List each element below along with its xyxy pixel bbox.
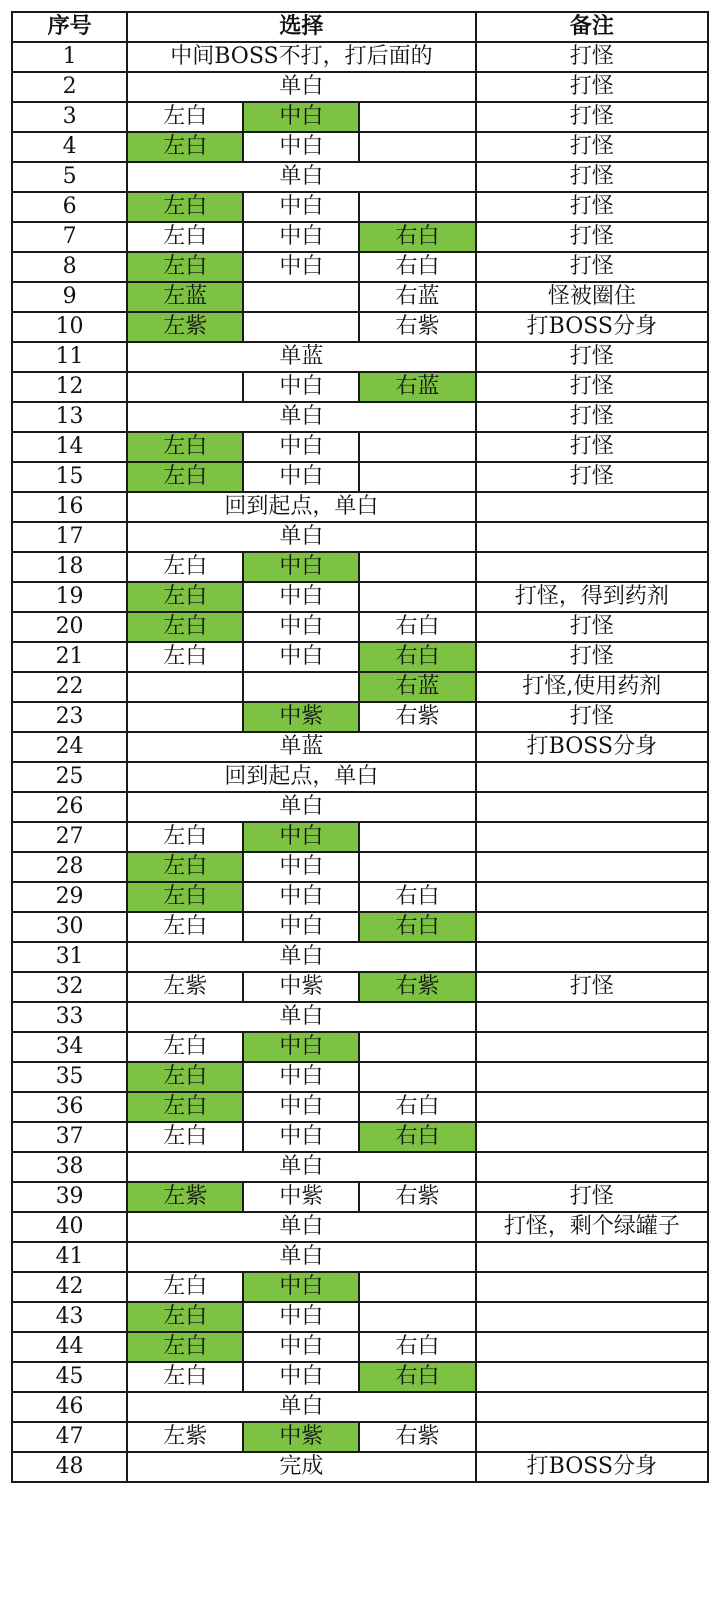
table-body — [12, 42, 708, 1482]
choice-left: 左白 — [127, 222, 243, 252]
row-note: 打怪 — [476, 402, 708, 432]
table-row — [12, 1092, 708, 1122]
table-row — [12, 222, 708, 252]
choice-middle: 中白 — [243, 852, 359, 882]
choice-right — [359, 192, 475, 222]
choice-left: 左白 — [127, 552, 243, 582]
choice-middle — [243, 672, 359, 702]
choice-middle: 中白 — [243, 1062, 359, 1092]
row-note — [476, 1332, 708, 1362]
choice-middle: 中白 — [243, 822, 359, 852]
choice-left: 左蓝 — [127, 282, 243, 312]
choice-right: 右紫 — [359, 1422, 475, 1452]
row-note: 打怪 — [476, 252, 708, 282]
row-note: 打怪，剩个绿罐子 — [476, 1212, 708, 1242]
table-row — [12, 1032, 708, 1062]
table-row — [12, 1242, 708, 1272]
table-row — [12, 1452, 708, 1482]
row-number: 6 — [12, 192, 127, 222]
choice-merged: 单蓝 — [127, 342, 476, 372]
row-number: 36 — [12, 1092, 127, 1122]
row-note — [476, 1392, 708, 1422]
row-note: 打怪 — [476, 372, 708, 402]
choice-merged: 中间BOSS不打，打后面的 — [127, 42, 476, 72]
row-note: 打怪 — [476, 432, 708, 462]
table-row — [12, 642, 708, 672]
table-row — [12, 1212, 708, 1242]
row-number: 34 — [12, 1032, 127, 1062]
row-note — [476, 822, 708, 852]
choice-right: 右白 — [359, 252, 475, 282]
row-note: 打怪 — [476, 72, 708, 102]
choice-middle: 中白 — [243, 912, 359, 942]
row-note: 怪被圈住 — [476, 282, 708, 312]
row-note — [476, 1272, 708, 1302]
choice-merged: 单白 — [127, 792, 476, 822]
row-note: 打BOSS分身 — [476, 312, 708, 342]
choice-left — [127, 702, 243, 732]
table-row — [12, 432, 708, 462]
row-note — [476, 792, 708, 822]
choice-middle: 中白 — [243, 1302, 359, 1332]
route-table-container — [11, 11, 709, 1483]
choice-merged: 单白 — [127, 1242, 476, 1272]
choice-right — [359, 552, 475, 582]
table-row — [12, 72, 708, 102]
row-note — [476, 522, 708, 552]
row-number: 7 — [12, 222, 127, 252]
choice-right — [359, 1272, 475, 1302]
choice-right: 右白 — [359, 1332, 475, 1362]
row-number: 8 — [12, 252, 127, 282]
choice-middle: 中白 — [243, 1272, 359, 1302]
table-row — [12, 1182, 708, 1212]
table-row — [12, 582, 708, 612]
table-row — [12, 1422, 708, 1452]
row-note — [476, 882, 708, 912]
table-row — [12, 162, 708, 192]
table-row — [12, 1272, 708, 1302]
choice-middle: 中紫 — [243, 1182, 359, 1212]
table-row — [12, 732, 708, 762]
choice-middle: 中紫 — [243, 702, 359, 732]
choice-right: 右紫 — [359, 702, 475, 732]
row-note — [476, 912, 708, 942]
choice-middle: 中白 — [243, 462, 359, 492]
row-note — [476, 852, 708, 882]
choice-left — [127, 372, 243, 402]
choice-middle: 中白 — [243, 1092, 359, 1122]
table-row — [12, 702, 708, 732]
choice-middle: 中白 — [243, 1332, 359, 1362]
row-number: 25 — [12, 762, 127, 792]
choice-merged: 单白 — [127, 72, 476, 102]
choice-merged: 回到起点，单白 — [127, 492, 476, 522]
choice-left: 左紫 — [127, 972, 243, 1002]
choice-merged: 单白 — [127, 402, 476, 432]
row-note — [476, 1032, 708, 1062]
choice-middle: 中紫 — [243, 1422, 359, 1452]
row-number: 16 — [12, 492, 127, 522]
table-row — [12, 882, 708, 912]
route-table — [11, 11, 709, 1483]
choice-right — [359, 462, 475, 492]
row-number: 17 — [12, 522, 127, 552]
table-row — [12, 102, 708, 132]
row-number: 39 — [12, 1182, 127, 1212]
row-number: 30 — [12, 912, 127, 942]
row-note: 打怪 — [476, 162, 708, 192]
row-number: 20 — [12, 612, 127, 642]
choice-middle: 中白 — [243, 1032, 359, 1062]
table-row — [12, 1002, 708, 1032]
row-number: 15 — [12, 462, 127, 492]
choice-right: 右白 — [359, 642, 475, 672]
row-note: 打怪 — [476, 132, 708, 162]
row-note: 打怪 — [476, 612, 708, 642]
choice-middle: 中白 — [243, 132, 359, 162]
choice-left: 左白 — [127, 432, 243, 462]
choice-right — [359, 1302, 475, 1332]
choice-left: 左白 — [127, 1092, 243, 1122]
row-number: 19 — [12, 582, 127, 612]
choice-left: 左白 — [127, 462, 243, 492]
choice-right: 右蓝 — [359, 282, 475, 312]
choice-right: 右蓝 — [359, 372, 475, 402]
row-note — [476, 1122, 708, 1152]
table-row — [12, 252, 708, 282]
row-note: 打怪 — [476, 102, 708, 132]
row-note: 打怪 — [476, 462, 708, 492]
choice-right: 右紫 — [359, 1182, 475, 1212]
choice-left: 左白 — [127, 252, 243, 282]
choice-middle: 中白 — [243, 882, 359, 912]
choice-left: 左白 — [127, 642, 243, 672]
choice-left: 左白 — [127, 1362, 243, 1392]
table-row — [12, 372, 708, 402]
table-row — [12, 1362, 708, 1392]
row-note: 打怪,使用药剂 — [476, 672, 708, 702]
table-row — [12, 1332, 708, 1362]
table-row — [12, 942, 708, 972]
choice-left: 左白 — [127, 1302, 243, 1332]
row-note — [476, 1242, 708, 1272]
table-row — [12, 1302, 708, 1332]
table-row — [12, 402, 708, 432]
choice-right: 右白 — [359, 1362, 475, 1392]
choice-right: 右蓝 — [359, 672, 475, 702]
header-note: 备注 — [476, 12, 708, 42]
choice-middle: 中白 — [243, 252, 359, 282]
table-row — [12, 312, 708, 342]
choice-left: 左白 — [127, 1332, 243, 1362]
choice-right: 右白 — [359, 1092, 475, 1122]
row-number: 43 — [12, 1302, 127, 1332]
table-row — [12, 1122, 708, 1152]
choice-middle: 中白 — [243, 372, 359, 402]
table-row — [12, 612, 708, 642]
row-note: 打怪 — [476, 702, 708, 732]
row-note: 打怪 — [476, 342, 708, 372]
choice-merged: 单白 — [127, 1002, 476, 1032]
table-row — [12, 762, 708, 792]
row-note: 打怪 — [476, 1182, 708, 1212]
choice-left: 左白 — [127, 1122, 243, 1152]
choice-middle: 中白 — [243, 432, 359, 462]
row-note — [476, 1092, 708, 1122]
table-row — [12, 1152, 708, 1182]
choice-merged: 单白 — [127, 162, 476, 192]
choice-merged: 回到起点，单白 — [127, 762, 476, 792]
row-note — [476, 492, 708, 522]
choice-right — [359, 852, 475, 882]
row-note: 打BOSS分身 — [476, 1452, 708, 1482]
row-number: 45 — [12, 1362, 127, 1392]
choice-right: 右紫 — [359, 312, 475, 342]
row-number: 24 — [12, 732, 127, 762]
row-number: 11 — [12, 342, 127, 372]
table-row — [12, 1392, 708, 1422]
row-number: 13 — [12, 402, 127, 432]
row-note: 打BOSS分身 — [476, 732, 708, 762]
row-number: 9 — [12, 282, 127, 312]
choice-right: 右紫 — [359, 972, 475, 1002]
choice-right — [359, 582, 475, 612]
row-number: 44 — [12, 1332, 127, 1362]
row-number: 27 — [12, 822, 127, 852]
row-number: 47 — [12, 1422, 127, 1452]
choice-left: 左白 — [127, 852, 243, 882]
table-row — [12, 792, 708, 822]
row-note — [476, 1362, 708, 1392]
choice-merged: 单白 — [127, 1212, 476, 1242]
choice-left: 左紫 — [127, 1182, 243, 1212]
row-number: 10 — [12, 312, 127, 342]
choice-right: 右白 — [359, 612, 475, 642]
choice-left: 左白 — [127, 132, 243, 162]
choice-merged: 单白 — [127, 942, 476, 972]
table-row — [12, 852, 708, 882]
choice-merged: 完成 — [127, 1452, 476, 1482]
choice-right — [359, 822, 475, 852]
choice-middle: 中白 — [243, 582, 359, 612]
choice-middle: 中白 — [243, 102, 359, 132]
row-number: 33 — [12, 1002, 127, 1032]
choice-left: 左白 — [127, 1272, 243, 1302]
choice-middle: 中白 — [243, 222, 359, 252]
table-row — [12, 522, 708, 552]
choice-left: 左白 — [127, 192, 243, 222]
choice-left: 左白 — [127, 912, 243, 942]
table-row — [12, 1062, 708, 1092]
row-number: 40 — [12, 1212, 127, 1242]
row-number: 35 — [12, 1062, 127, 1092]
row-number: 41 — [12, 1242, 127, 1272]
table-row — [12, 132, 708, 162]
table-row — [12, 42, 708, 72]
row-note: 打怪 — [476, 42, 708, 72]
choice-left: 左白 — [127, 1062, 243, 1092]
row-note: 打怪 — [476, 192, 708, 222]
row-note: 打怪 — [476, 972, 708, 1002]
row-number: 3 — [12, 102, 127, 132]
choice-left: 左紫 — [127, 312, 243, 342]
row-number: 14 — [12, 432, 127, 462]
choice-right — [359, 132, 475, 162]
table-row — [12, 492, 708, 522]
choice-middle: 中白 — [243, 612, 359, 642]
row-number: 46 — [12, 1392, 127, 1422]
table-row — [12, 552, 708, 582]
choice-right: 右白 — [359, 1122, 475, 1152]
choice-merged: 单白 — [127, 1392, 476, 1422]
choice-right — [359, 102, 475, 132]
row-number: 23 — [12, 702, 127, 732]
choice-right: 右白 — [359, 222, 475, 252]
row-note — [476, 942, 708, 972]
choice-left: 左白 — [127, 882, 243, 912]
row-number: 1 — [12, 42, 127, 72]
choice-left: 左白 — [127, 822, 243, 852]
choice-right — [359, 1062, 475, 1092]
choice-middle: 中白 — [243, 1122, 359, 1152]
row-note: 打怪 — [476, 642, 708, 672]
row-number: 21 — [12, 642, 127, 672]
header-seq: 序号 — [12, 12, 127, 42]
table-row — [12, 192, 708, 222]
choice-middle: 中白 — [243, 1362, 359, 1392]
table-row — [12, 972, 708, 1002]
choice-merged: 单白 — [127, 522, 476, 552]
choice-right — [359, 432, 475, 462]
row-number: 4 — [12, 132, 127, 162]
row-note — [476, 1302, 708, 1332]
choice-left: 左白 — [127, 582, 243, 612]
table-row — [12, 672, 708, 702]
choice-left — [127, 672, 243, 702]
row-number: 2 — [12, 72, 127, 102]
row-number: 5 — [12, 162, 127, 192]
row-number: 26 — [12, 792, 127, 822]
choice-middle: 中白 — [243, 192, 359, 222]
choice-right: 右白 — [359, 882, 475, 912]
header-row — [12, 12, 708, 42]
table-row — [12, 462, 708, 492]
row-number: 18 — [12, 552, 127, 582]
header-choice: 选择 — [127, 12, 476, 42]
row-note: 打怪 — [476, 222, 708, 252]
row-number: 42 — [12, 1272, 127, 1302]
row-note — [476, 552, 708, 582]
row-number: 37 — [12, 1122, 127, 1152]
row-number: 48 — [12, 1452, 127, 1482]
choice-merged: 单蓝 — [127, 732, 476, 762]
row-note: 打怪，得到药剂 — [476, 582, 708, 612]
row-number: 22 — [12, 672, 127, 702]
table-row — [12, 342, 708, 372]
choice-left: 左白 — [127, 612, 243, 642]
choice-middle — [243, 282, 359, 312]
row-number: 28 — [12, 852, 127, 882]
choice-middle: 中紫 — [243, 972, 359, 1002]
choice-right — [359, 1032, 475, 1062]
row-note — [476, 762, 708, 792]
choice-right: 右白 — [359, 912, 475, 942]
table-row — [12, 822, 708, 852]
table-row — [12, 912, 708, 942]
row-note — [476, 1002, 708, 1032]
choice-left: 左白 — [127, 102, 243, 132]
row-note — [476, 1152, 708, 1182]
row-number: 31 — [12, 942, 127, 972]
choice-middle: 中白 — [243, 552, 359, 582]
choice-left: 左白 — [127, 1032, 243, 1062]
choice-merged: 单白 — [127, 1152, 476, 1182]
choice-middle — [243, 312, 359, 342]
table-row — [12, 282, 708, 312]
row-number: 32 — [12, 972, 127, 1002]
row-number: 12 — [12, 372, 127, 402]
row-note — [476, 1422, 708, 1452]
row-number: 29 — [12, 882, 127, 912]
row-number: 38 — [12, 1152, 127, 1182]
choice-middle: 中白 — [243, 642, 359, 672]
choice-left: 左紫 — [127, 1422, 243, 1452]
row-note — [476, 1062, 708, 1092]
